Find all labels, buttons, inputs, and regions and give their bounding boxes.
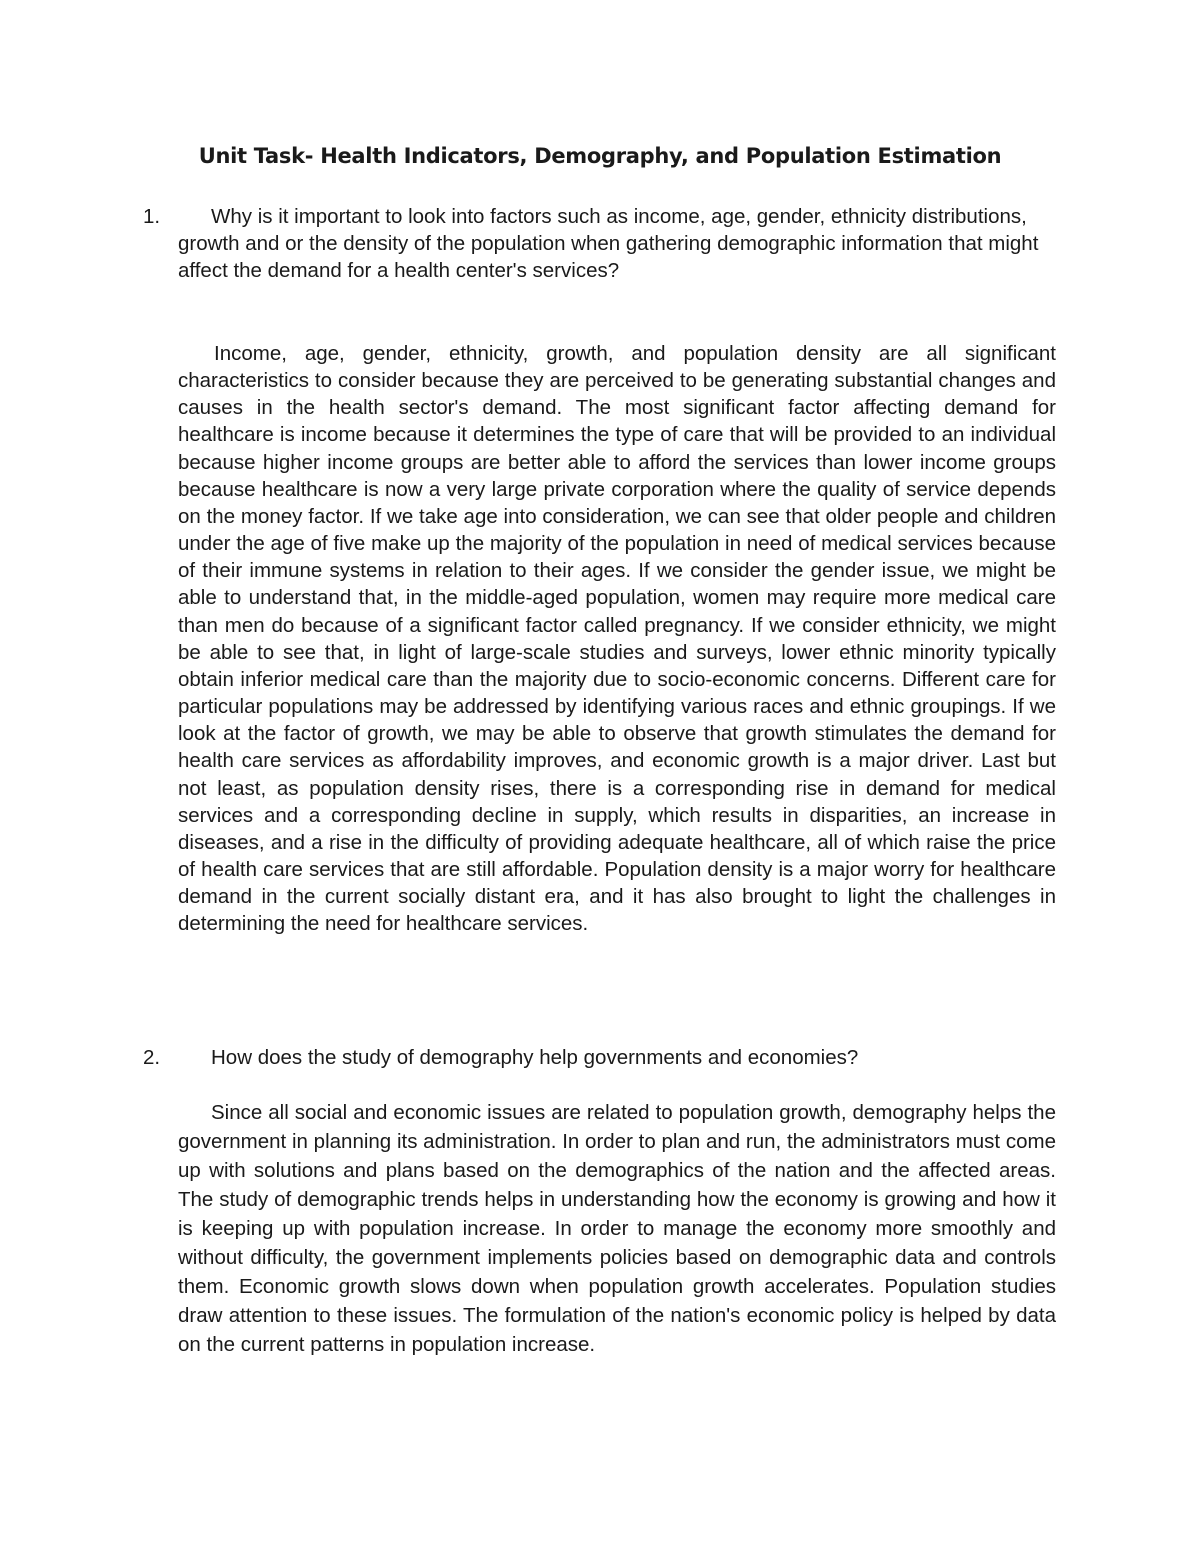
- answer-paragraph-1: Income, age, gender, ethnicity, growth, and population density are all significant characteristics to consider because they are perceived to be generating substantial changes and causes in the health sector's demand. The most significant factor affecting demand for healthcare is income because it determines the type of care that will be provided to an individual because higher income groups are better able to afford the services than lower income groups because healthcare is now a very large private corporation where the quality of service depends on the money factor. If we take age into consideration, we can see that older people and children under the age of five make up the majority of the population in need of medical services because of their immune systems in relation to their ages. If we consider the gender issue, we might be able to understand that, in the middle-aged population, women may require more medical care than men do because of a significant factor called pregnancy. If we consider ethnicity, we might be able to see that, in light of large-scale studies and surveys, lower ethnic minority typically obtain inferior medical care than the majority due to socio-economic concerns. Different care for particular populations may be addressed by identifying various races and ethnic groupings. If we look at the factor of growth, we may be able to observe that growth stimulates the demand for health care services as affordability improves, and economic growth is a major driver. Last but not least, as population density rises, there is a corresponding rise in demand for medical services and a corresponding decline in supply, which results in disparities, an increase in diseases, and a rise in the difficulty of providing adequate healthcare, all of which raise the price of health care services that are still affordable. Population density is a major worry for healthcare demand in the current socially distant era, and it has also brought to light the challenges in determining the need for healthcare services.: [178, 342, 1056, 936]
- question-text: Why is it important to look into factors such as income, age, gender, ethnicity distributions, growth and or the density of the population when gathering demographic information that might affect the demand for a health center's services?: [178, 205, 1039, 282]
- question-item-2: [143, 1044, 1058, 1071]
- question-number: 2.: [143, 1046, 161, 1069]
- question-number: 1.: [143, 205, 161, 228]
- question-item-1: [143, 203, 1058, 284]
- answer-paragraph-2: Since all social and economic issues are related to population growth, demography helps the government in planning its administration. In order to plan and run, the administrators must come up with solutions and plans based on the demographics of the nation and the affected areas. The study of demographic trends helps in understanding how the economy is growing and how it is keeping up with population increase. In order to manage the economy more smoothly and without difficulty, the government implements policies based on demographic data and controls them. Economic growth slows down when population growth accelerates. Population studies draw attention to these issues. The formulation of the nation's economic policy is helped by data on the current patterns in population increase.: [178, 1101, 1056, 1356]
- question-text: How does the study of demography help governments and economies?: [211, 1046, 859, 1069]
- document-title: Unit Task- Health Indicators, Demography, and Population Estimation: [198, 144, 1002, 168]
